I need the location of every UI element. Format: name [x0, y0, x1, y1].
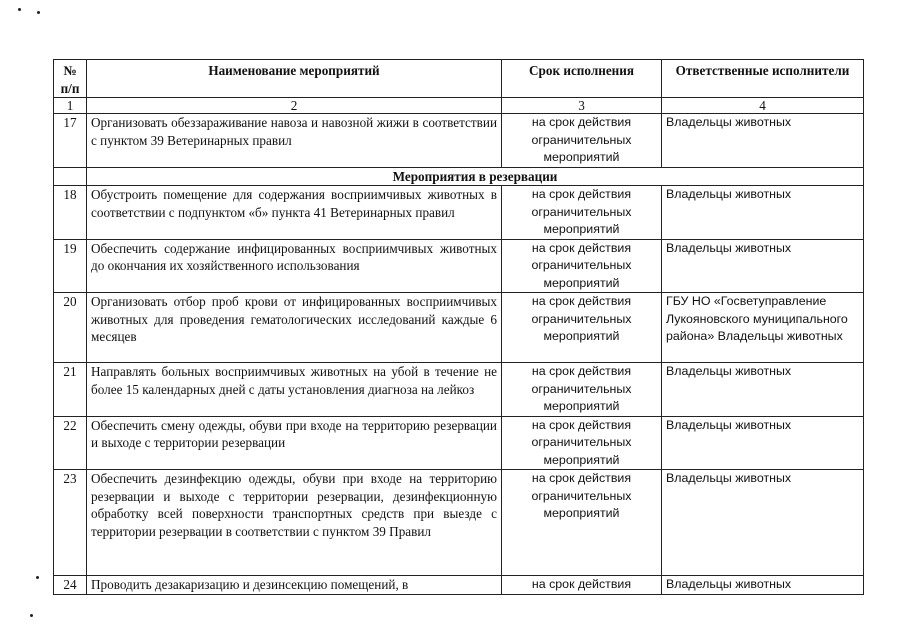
table-row	[54, 416, 864, 470]
measure-responsible: Владельцы животных	[662, 470, 864, 576]
header-responsible: Ответственные исполнители	[662, 60, 864, 98]
measure-term: на срок действия ограничительных мероприятий	[502, 470, 662, 576]
row-number: 20	[54, 293, 87, 363]
row-number: 18	[54, 186, 87, 240]
row-number: 21	[54, 363, 87, 417]
section-row	[54, 167, 864, 186]
table-row	[54, 576, 864, 595]
measure-name: Организовать отбор проб крови от инфицированных восприимчивых животных для проведения гематологических исследований каждые 6 месяцев	[87, 293, 502, 363]
table-row	[54, 363, 864, 417]
row-number: 24	[54, 576, 87, 595]
table-row	[54, 114, 864, 168]
scan-speck	[30, 614, 33, 617]
row-number: 23	[54, 470, 87, 576]
measure-name: Обеспечить смену одежды, обуви при входе на территорию резервации и выходе с территории резервации	[87, 416, 502, 470]
table-row	[54, 186, 864, 240]
measure-name: Обустроить помещение для содержания восприимчивых животных в соответствии с подпунктом «б» пункта 41 Ветеринарных правил	[87, 186, 502, 240]
measure-name: Направлять больных восприимчивых животных на убой в течение не более 15 календарных дней с даты установления диагноза на лейкоз	[87, 363, 502, 417]
header-term: Срок исполнения	[502, 60, 662, 98]
section-title: Мероприятия в резервации	[87, 167, 864, 186]
measure-responsible: Владельцы животных	[662, 576, 864, 595]
row-number: 17	[54, 114, 87, 168]
scan-speck	[18, 8, 21, 11]
row-number: 19	[54, 239, 87, 293]
measure-name: Организовать обеззараживание навоза и навозной жижи в соответствии с пунктом 39 Ветеринарных правил	[87, 114, 502, 168]
column-number-row	[54, 98, 864, 114]
scan-speck	[36, 576, 39, 579]
measure-responsible: ГБУ НО «Госветуправление Лукояновского муниципального района» Владельцы животных	[662, 293, 864, 363]
table-body	[54, 114, 864, 595]
measure-term: на срок действия ограничительных мероприятий	[502, 416, 662, 470]
scan-speck	[37, 11, 40, 14]
measure-term: на срок действия ограничительных мероприятий	[502, 186, 662, 240]
column-number: 2	[87, 98, 502, 114]
measure-term: на срок действия ограничительных мероприятий	[502, 363, 662, 417]
measure-name: Обеспечить дезинфекцию одежды, обуви при входе на территорию резервации и выходе с территории резервации, дезинфекционную обработку всей поверхности транспортных средств при выезде с территории резервации в соответствии с пунктом 39 Правил	[87, 470, 502, 576]
column-number: 3	[502, 98, 662, 114]
column-number: 1	[54, 98, 87, 114]
column-number: 4	[662, 98, 864, 114]
header-name: Наименование мероприятий	[87, 60, 502, 98]
measure-term: на срок действия ограничительных мероприятий	[502, 239, 662, 293]
table-row	[54, 239, 864, 293]
measure-term: на срок действия ограничительных мероприятий	[502, 114, 662, 168]
table-row	[54, 470, 864, 576]
measure-responsible: Владельцы животных	[662, 114, 864, 168]
measure-term: на срок действия ограничительных мероприятий	[502, 293, 662, 363]
section-spacer	[54, 167, 87, 186]
header-number: № п/п	[54, 60, 87, 98]
measures-table	[53, 59, 864, 595]
header-row	[54, 60, 864, 98]
measure-name: Обеспечить содержание инфицированных восприимчивых животных до окончания их хозяйственного использования	[87, 239, 502, 293]
measure-name: Проводить дезакаризацию и дезинсекцию помещений, в	[87, 576, 502, 595]
table-row	[54, 293, 864, 363]
measure-responsible: Владельцы животных	[662, 363, 864, 417]
measure-responsible: Владельцы животных	[662, 416, 864, 470]
measure-responsible: Владельцы животных	[662, 186, 864, 240]
measure-responsible: Владельцы животных	[662, 239, 864, 293]
measure-term: на срок действия	[502, 576, 662, 595]
row-number: 22	[54, 416, 87, 470]
